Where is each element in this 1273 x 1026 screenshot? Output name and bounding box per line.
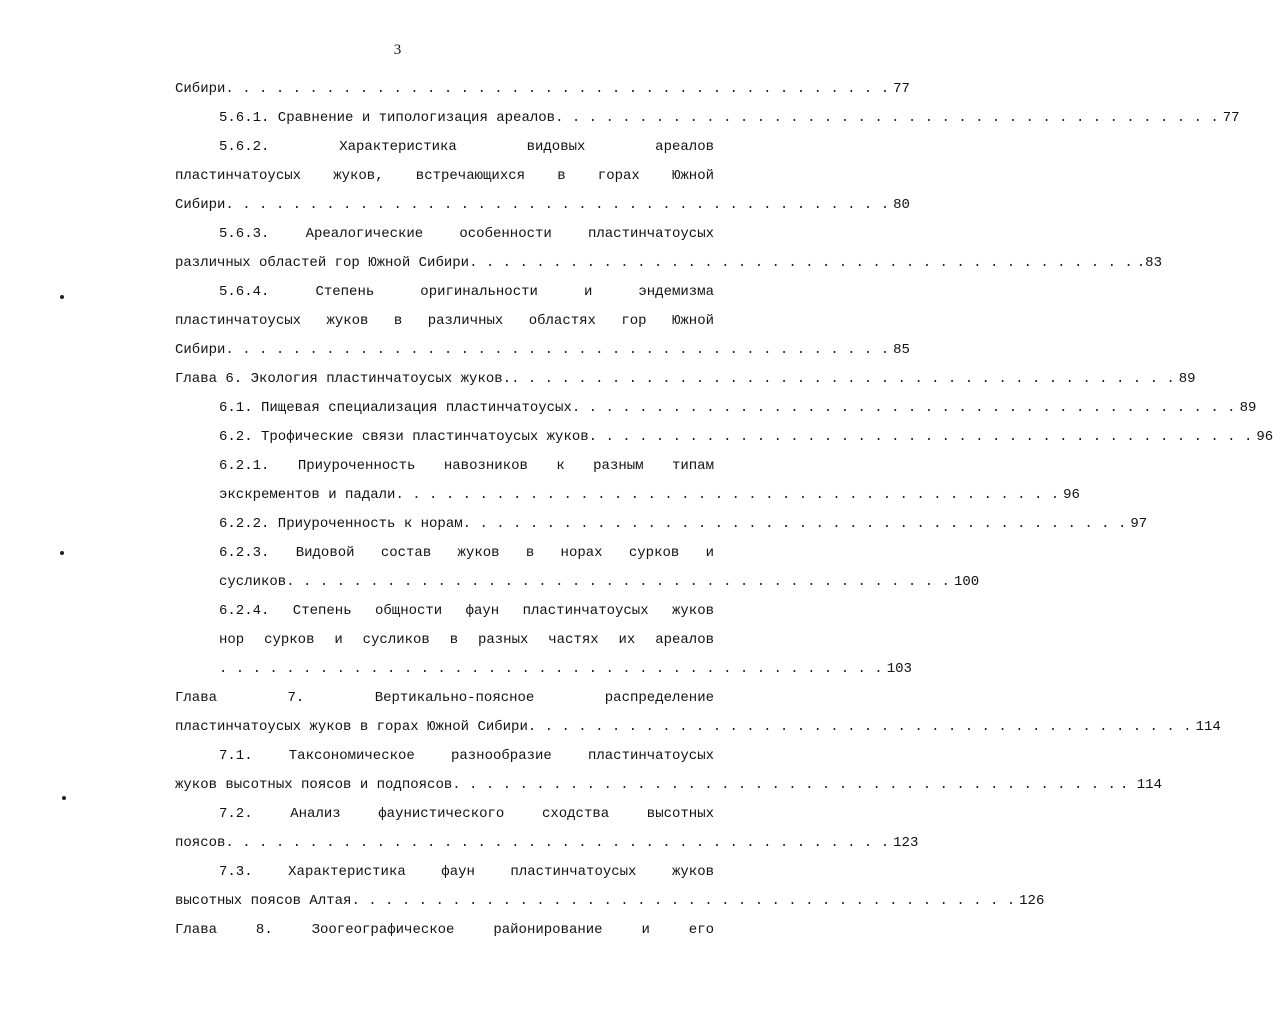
toc-line: 6.1. Пищевая специализация пластинчатоусых . . . . . . . . . . . . . . . . . . . . . . . . . . . . . . . . . . . . . . . . 89: [219, 400, 1257, 416]
dot-leader: . . . . . . . . . . . . . . . . . . . . . . . . . . . . . . . . . . . . . . . .: [225, 81, 890, 97]
dot-leader: . . . . . . . . . . . . . . . . . . . . . . . . . . . . . . . . . . . . . . . .: [511, 371, 1175, 387]
toc-line: 5.6.2. Характеристика видовых ареалов: [219, 139, 714, 155]
dot-leader: . . . . . . . . . . . . . . . . . . . . . . . . . . . . . . . . . . . . . . . .: [225, 342, 890, 358]
toc-line: различных областей гор Южной Сибири . . . . . . . . . . . . . . . . . . . . . . . . . . . . . . . . . . . . . . . . .83: [175, 255, 1162, 271]
dot-leader: . . . . . . . . . . . . . . . . . . . . . . . . . . . . . . . . . . . . . . . .: [225, 197, 890, 213]
dot-leader: . . . . . . . . . . . . . . . . . . . . . . . . . . . . . . . . . . . . . . . .: [527, 719, 1192, 735]
dot-leader: . . . . . . . . . . . . . . . . . . . . . . . . . . . . . . . . . . . . . . . .: [571, 400, 1236, 416]
binding-hole-mark: [62, 796, 66, 800]
dot-leader: . . . . . . . . . . . . . . . . . . . . . . . . . . . . . . . . . . . . . . . .: [219, 661, 883, 677]
dot-leader: . . . . . . . . . . . . . . . . . . . . . . . . . . . . . . . . . . . . . . . .: [462, 516, 1127, 532]
binding-hole-mark: [60, 295, 64, 299]
toc-line: 5.6.4. Степень оригинальности и эндемизма: [219, 284, 714, 300]
toc-line: Глава 8. Зоогеографическое районирование и его: [175, 922, 714, 938]
toc-line: . . . . . . . . . . . . . . . . . . . . . . . . . . . . . . . . . . . . . . . . 103: [219, 661, 912, 677]
toc-line: Глава 6. Экология пластинчатоусых жуков. . . . . . . . . . . . . . . . . . . . . . . . . . . . . . . . . . . . . . . . . 89: [175, 371, 1196, 387]
toc-line: 5.6.3. Ареалогические особенности пластинчатоусых: [219, 226, 714, 242]
toc-line: нор сурков и сусликов в разных частях их ареалов: [219, 632, 714, 648]
toc-line: Сибири . . . . . . . . . . . . . . . . . . . . . . . . . . . . . . . . . . . . . . . . 80: [175, 197, 910, 213]
toc-line: Сибири . . . . . . . . . . . . . . . . . . . . . . . . . . . . . . . . . . . . . . . . 77: [175, 81, 910, 97]
toc-line: экскрементов и падали . . . . . . . . . . . . . . . . . . . . . . . . . . . . . . . . . . . . . . . . 96: [219, 487, 1080, 503]
toc-line: 6.2.3. Видовой состав жуков в норах сурков и: [219, 545, 714, 561]
dot-leader: . . . . . . . . . . . . . . . . . . . . . . . . . . . . . . . . . . . . . . . .: [452, 777, 1116, 793]
dot-leader: . . . . . . . . . . . . . . . . . . . . . . . . . . . . . . . . . . . . . . . .: [469, 255, 1133, 271]
toc-line: 6.2.4. Степень общности фаун пластинчатоусых жуков: [219, 603, 714, 619]
page-number: 3: [393, 42, 402, 58]
toc-line: поясов . . . . . . . . . . . . . . . . . . . . . . . . . . . . . . . . . . . . . . . . 123: [175, 835, 919, 851]
toc-line: 6.2. Трофические связи пластинчатоусых жуков . . . . . . . . . . . . . . . . . . . . . . . . . . . . . . . . . . . . . . . . 96: [219, 429, 1273, 445]
toc-line: Глава 7. Вертикально-поясное распределение: [175, 690, 714, 706]
dot-leader: . . . . . . . . . . . . . . . . . . . . . . . . . . . . . . . . . . . . . . . .: [588, 429, 1253, 445]
toc-line: пластинчатоусых жуков в различных областях гор Южной: [175, 313, 714, 329]
toc-line: пластинчатоусых жуков в горах Южной Сибири . . . . . . . . . . . . . . . . . . . . . . . . . . . . . . . . . . . . . . . . 114: [175, 719, 1221, 735]
toc-line: 5.6.1. Сравнение и типологизация ареалов . . . . . . . . . . . . . . . . . . . . . . . . . . . . . . . . . . . . . . . . 77: [219, 110, 1240, 126]
toc-line: сусликов . . . . . . . . . . . . . . . . . . . . . . . . . . . . . . . . . . . . . . . . 100: [219, 574, 980, 590]
toc-line: 7.2. Анализ фаунистического сходства высотных: [219, 806, 714, 822]
dot-leader: . . . . . . . . . . . . . . . . . . . . . . . . . . . . . . . . . . . . . . . .: [395, 487, 1060, 503]
binding-hole-mark: [60, 551, 64, 555]
dot-leader: . . . . . . . . . . . . . . . . . . . . . . . . . . . . . . . . . . . . . . . .: [555, 110, 1219, 126]
toc-line: 6.2.1. Приуроченность навозников к разным типам: [219, 458, 714, 474]
toc-line: 7.1. Таксономическое разнообразие пластинчатоусых: [219, 748, 714, 764]
dot-leader: . . . . . . . . . . . . . . . . . . . . . . . . . . . . . . . . . . . . . . . .: [225, 835, 890, 851]
dot-leader: . . . . . . . . . . . . . . . . . . . . . . . . . . . . . . . . . . . . . . . .: [286, 574, 950, 590]
toc-line: 6.2.2. Приуроченность к норам . . . . . . . . . . . . . . . . . . . . . . . . . . . . . . . . . . . . . . . . 97: [219, 516, 1148, 532]
toc-line: жуков высотных поясов и подпоясов . . . . . . . . . . . . . . . . . . . . . . . . . . . . . . . . . . . . . . . . . 114: [175, 777, 1162, 793]
toc-line: Сибири . . . . . . . . . . . . . . . . . . . . . . . . . . . . . . . . . . . . . . . . 85: [175, 342, 910, 358]
toc-line: высотных поясов Алтая . . . . . . . . . . . . . . . . . . . . . . . . . . . . . . . . . . . . . . . . 126: [175, 893, 1045, 909]
dot-leader: . . . . . . . . . . . . . . . . . . . . . . . . . . . . . . . . . . . . . . . .: [351, 893, 1016, 909]
toc-line: 7.3. Характеристика фаун пластинчатоусых жуков: [219, 864, 714, 880]
toc-line: пластинчатоусых жуков, встречающихся в горах Южной: [175, 168, 714, 184]
